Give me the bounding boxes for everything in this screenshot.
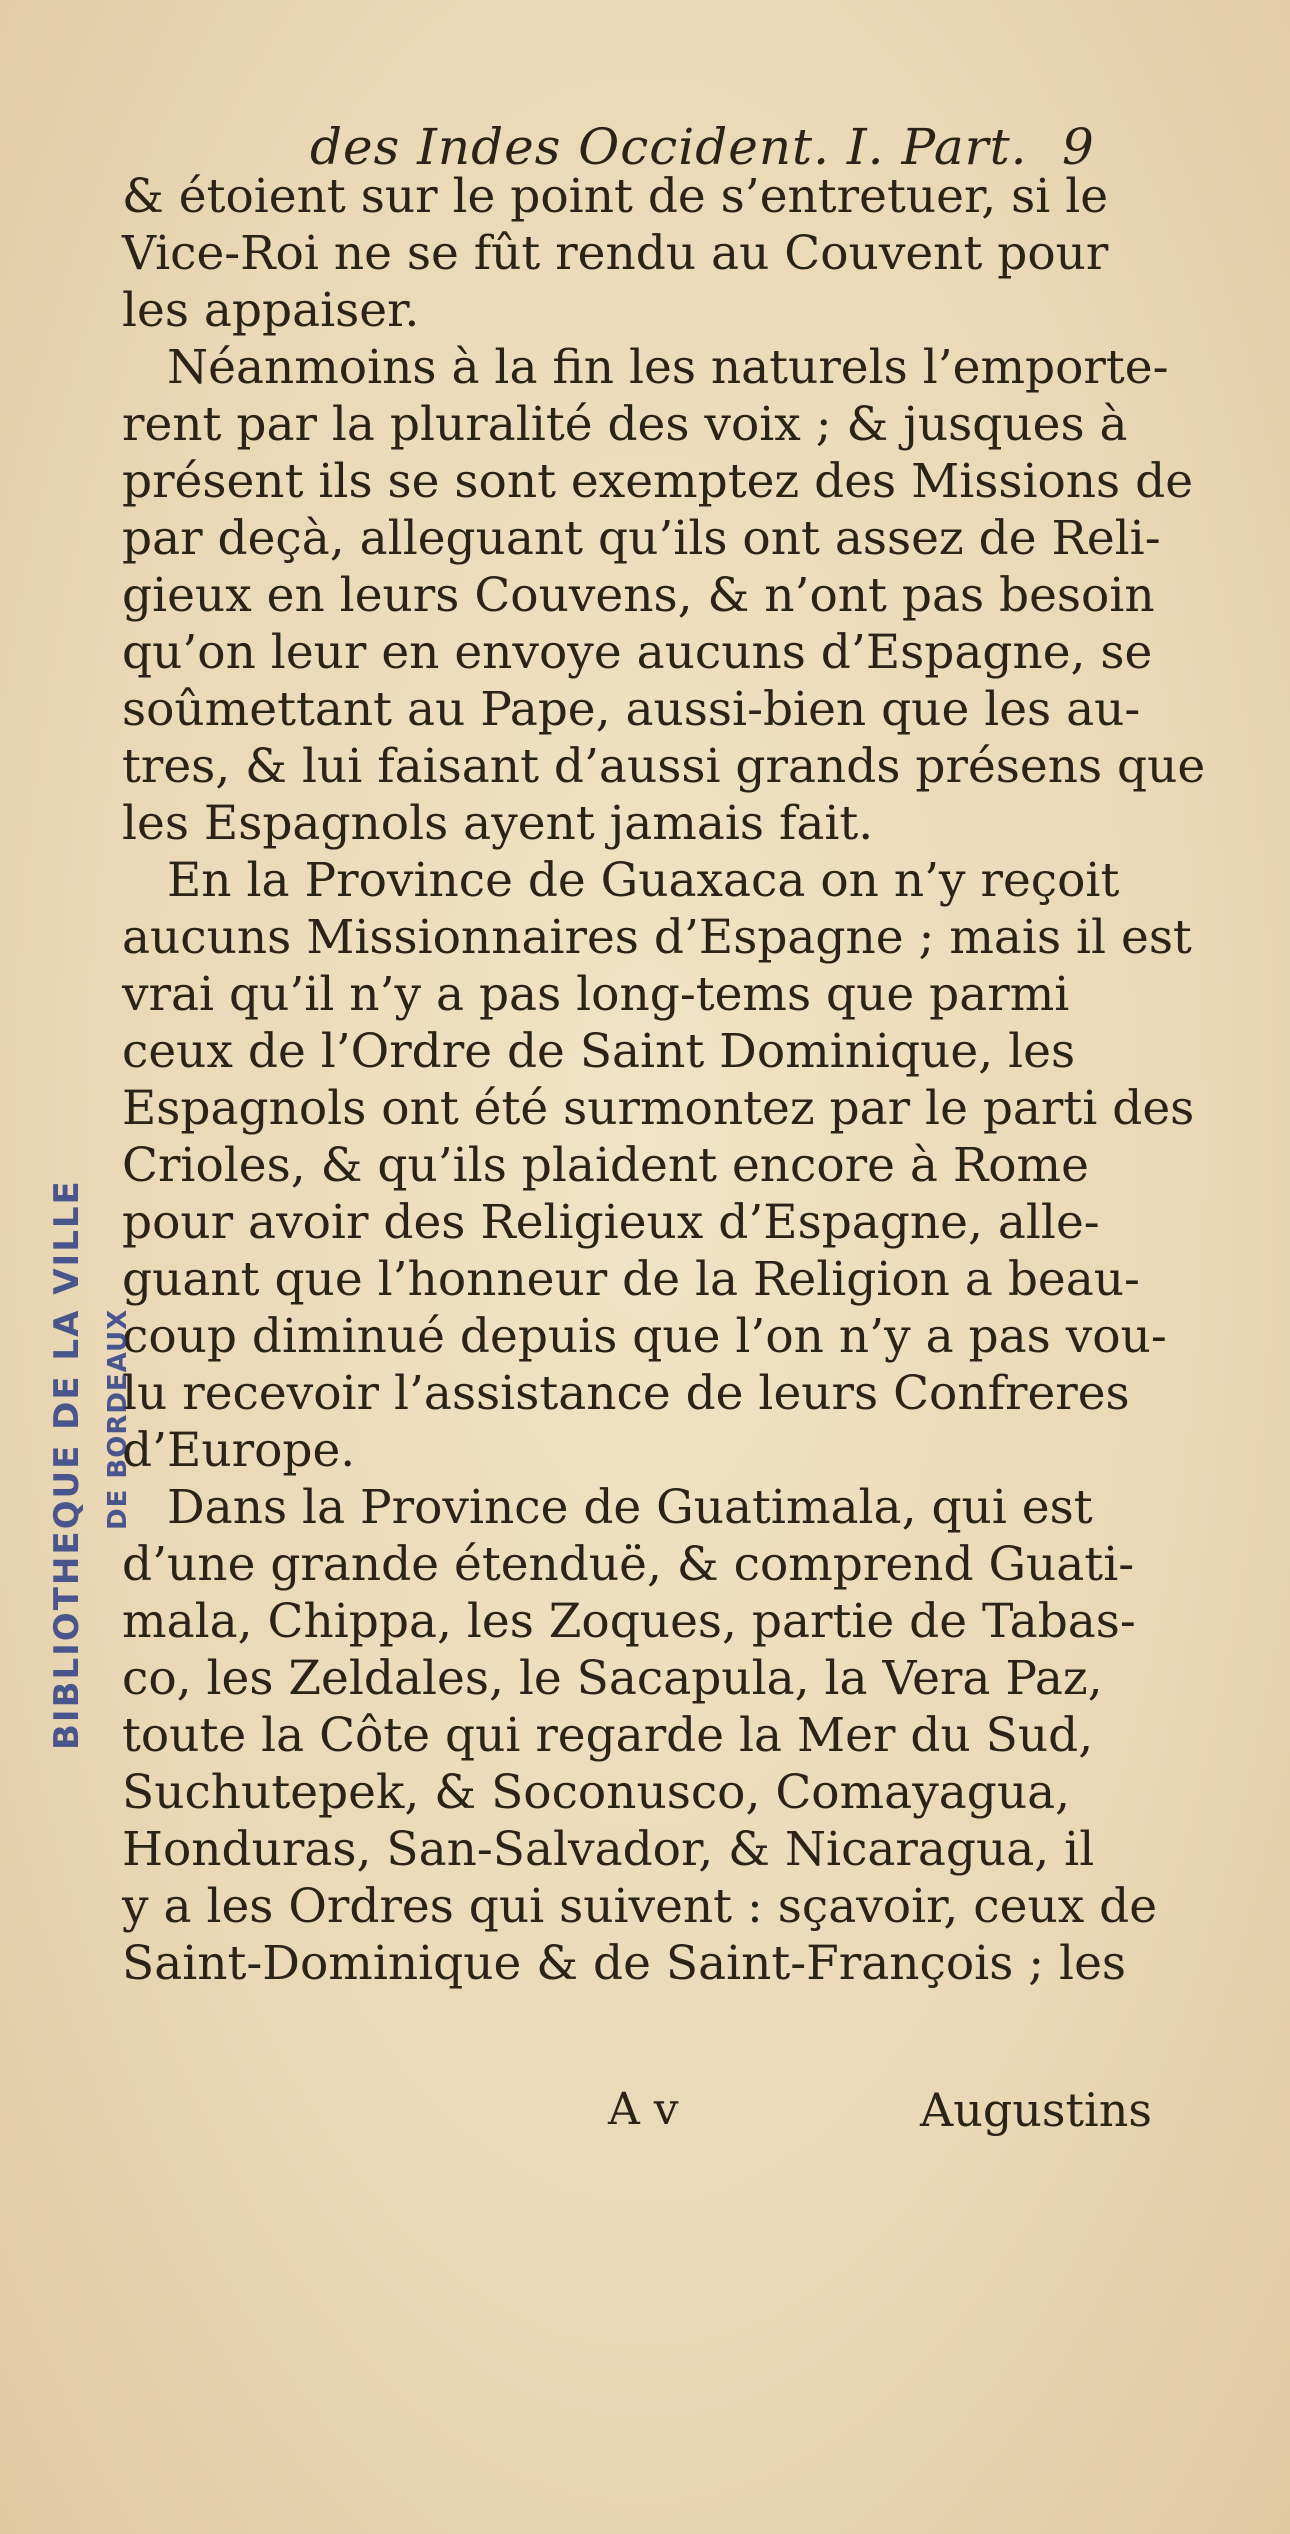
stamp-text-main: BIBLIOTHEQUE DE LA VILLE [47,1179,87,1750]
text-line: tres, & lui faisant d’aussi grands présens que [122,739,1206,794]
text-line: En la Province de Guaxaca on n’y reçoit [167,853,1120,908]
text-line: gieux en leurs Couvens, & n’ont pas besoin [122,568,1155,623]
text-line: d’Europe. [122,1423,356,1478]
text-line: Saint-Dominique & de Saint-François ; les [122,1936,1127,1991]
text-line: Honduras, San-Salvador, & Nicaragua, il [122,1822,1095,1877]
signature-mark: A v [608,2084,679,2135]
text-line: les Espagnols ayent jamais fait. [122,796,874,851]
text-line: toute la Côte qui regarde la Mer du Sud, [122,1708,1094,1763]
text-line: Dans la Province de Guatimala, qui est [167,1480,1093,1535]
text-line: Espagnols ont été surmontez par le parti des [122,1081,1195,1136]
text-line: qu’on leur en envoye aucuns d’Espagne, se [122,625,1153,680]
text-line: présent ils se sont exemptez des Missions de [122,454,1194,509]
text-line: soûmettant au Pape, aussi-bien que les au- [122,682,1141,737]
running-title: des Indes Occident. I. Part. [310,118,1028,176]
text-line: co, les Zeldales, le Sacapula, la Vera Paz, [122,1651,1103,1706]
text-line: aucuns Missionnaires d’Espagne ; mais il est [122,910,1192,965]
text-line: ceux de l’Ordre de Saint Dominique, les [122,1024,1076,1079]
text-line: par deçà, alleguant qu’ils ont assez de Reli- [122,511,1161,566]
text-line: coup diminué depuis que l’on n’y a pas vou- [122,1309,1167,1364]
text-line: Vice-Roi ne se fût rendu au Couvent pour [122,226,1109,281]
text-line: mala, Chippa, les Zoques, partie de Tabas- [122,1594,1136,1649]
text-line: y a les Ordres qui suivent : sçavoir, ceux de [122,1879,1158,1934]
library-stamp [30,1110,140,1750]
text-line: Suchutepek, & Soconusco, Comayagua, [122,1765,1071,1820]
text-line: guant que l’honneur de la Religion a beau- [122,1252,1140,1307]
text-line: vrai qu’il n’y a pas long-tems que parmi [122,967,1070,1022]
text-line: d’une grande étenduë, & comprend Guati- [122,1537,1135,1592]
text-line: Crioles, & qu’ils plaident encore à Rome [122,1138,1089,1193]
body-text [122,168,1206,1992]
text-line: Néanmoins à la fin les naturels l’emporte- [167,340,1169,395]
page-footer [0,2080,1290,2140]
text-line: pour avoir des Religieux d’Espagne, alle- [122,1195,1100,1250]
catchword: Augustins [920,2083,1152,2137]
text-line: & étoient sur le point de s’entretuer, si le [122,169,1109,224]
stamp-text-sub: DE BORDEAUX [103,1308,133,1530]
text-line: rent par la pluralité des voix ; & jusques à [122,397,1128,452]
text-line: les appaiser. [122,283,420,338]
text-line: lu recevoir l’assistance de leurs Confreres [122,1366,1130,1421]
page-number: 9 [1062,118,1094,176]
